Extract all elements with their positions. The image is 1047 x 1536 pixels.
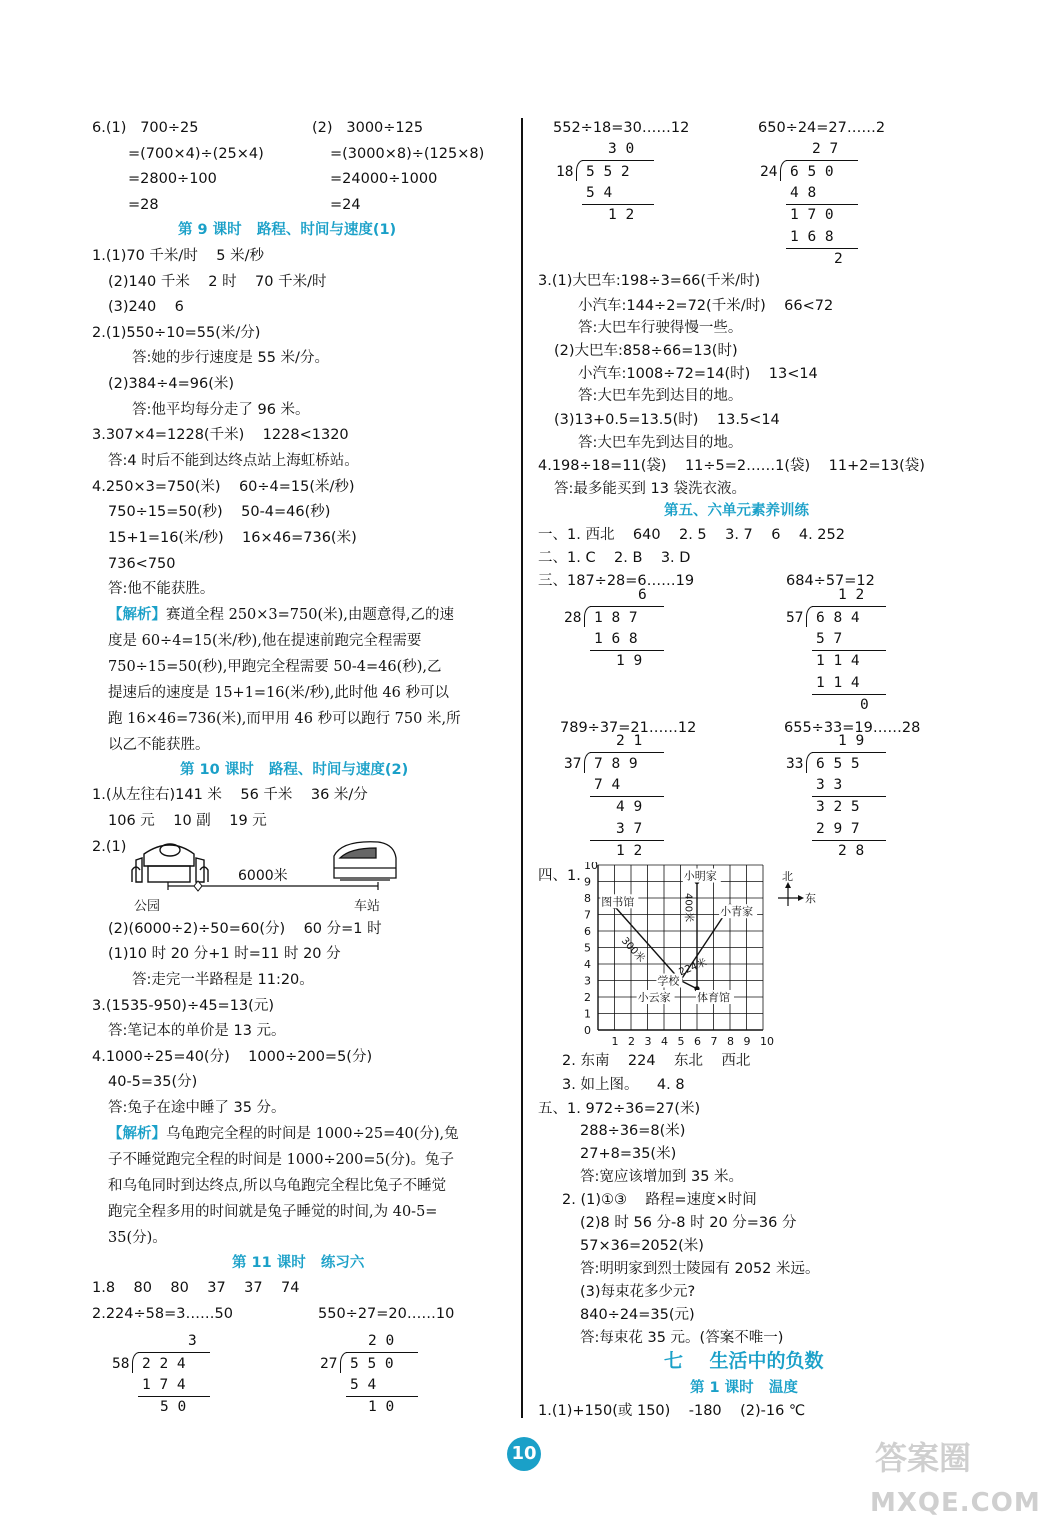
quotient: 2 0 <box>368 1333 395 1349</box>
q6-line3b: =24000÷1000 <box>330 171 438 187</box>
analysis-10-line <box>108 1127 459 1142</box>
s9-line: 3.307×4=1228(千米) 1228<1320 <box>92 427 349 443</box>
quotient: 1 2 <box>838 587 865 603</box>
x-tick-label: 4 <box>661 1035 668 1048</box>
remainder: 1 2 <box>616 843 643 859</box>
east-arrow-icon <box>798 895 804 901</box>
gym-label: 体育馆 <box>697 991 730 1004</box>
chapter7-lesson1-heading: 第 1 课时 温度 <box>690 1380 798 1396</box>
product: 5 4 <box>586 185 613 201</box>
dividend: 7 8 9 <box>594 756 638 772</box>
s3-line: 4.198÷18=11(袋) 11÷5=2……1(袋) 11+2=13(袋) <box>538 458 925 474</box>
s9-line: 答:他平均每分走了 96 米。 <box>132 402 310 418</box>
s10-line: 1.(从左往右)141 米 56 千米 36 米/分 <box>92 787 368 803</box>
divisor: 28 <box>564 610 582 626</box>
x-tick-label: 5 <box>677 1035 685 1048</box>
x-tick-label: 9 <box>743 1035 751 1048</box>
analysis-10-line: 子不睡觉跑完全程的时间是 1000÷200=5(分)。兔子 <box>108 1152 455 1168</box>
y-tick-label: 0 <box>584 1024 591 1037</box>
analysis-9-line: 750÷15=50(秒),甲跑完全程需要 50-4=46(秒),乙 <box>108 659 442 675</box>
x-tick-label: 10 <box>760 1035 774 1048</box>
product: 2 9 7 <box>816 821 860 837</box>
lesson11-heading: 第 11 课时 练习六 <box>232 1255 365 1271</box>
s11-eq-a: 2.224÷58=3……50 <box>92 1306 233 1322</box>
y-tick-label: 5 <box>584 941 591 955</box>
s9-line: 答:他不能获胜。 <box>108 581 215 597</box>
s11-eq-b: 550÷27=20……10 <box>318 1306 455 1322</box>
s4-line: 答:每束花 35 元。(答案不唯一) <box>580 1330 784 1346</box>
partial: 4 9 <box>616 799 643 815</box>
analysis-9-line: 跑 16×46=736(米),而甲用 46 秒可以跑行 750 米,所 <box>108 711 461 727</box>
s4-line: 27+8=35(米) <box>580 1146 677 1162</box>
divisor: 24 <box>760 164 778 180</box>
analysis-10-line: 跑完全程多用的时间就是兔子睡觉的时间,为 40-5= <box>108 1204 438 1220</box>
eq-650: 650÷24=27……2 <box>758 120 886 136</box>
s3-line: 答:大巴车先到达目的地。 <box>578 435 743 451</box>
chapter7-title: 七 生活中的负数 <box>664 1350 824 1372</box>
s56-line: 一、1. 西北 640 2. 5 3. 7 6 4. 252 <box>538 527 845 543</box>
s10-line: 40-5=35(分) <box>108 1074 198 1090</box>
dividend: 5 5 2 <box>586 164 630 180</box>
park-station-diagram <box>128 836 418 918</box>
s9-line: 2.(1)550÷10=55(米/分) <box>92 325 261 341</box>
partial: 1 1 4 <box>816 653 860 669</box>
y-tick-label: 6 <box>584 925 591 938</box>
x-tick-label: 8 <box>727 1035 734 1048</box>
s7-line: 1.(1)+150(或 150) -180 (2)-16 ℃ <box>538 1403 806 1419</box>
analysis-text: 乌龟跑完全程的时间是 1000÷25=40(分),兔 <box>166 1126 459 1142</box>
product: 1 1 4 <box>816 675 860 691</box>
column-divider <box>521 118 523 1418</box>
lesson10-heading: 第 10 课时 路程、时间与速度(2) <box>180 762 409 778</box>
remainder: 1 0 <box>368 1399 395 1415</box>
eq-684: 684÷57=12 <box>786 573 875 589</box>
divisor: 27 <box>320 1356 338 1372</box>
x-tick-label: 2 <box>628 1035 635 1048</box>
s9-line: 750÷15=50(秒) 50-4=46(秒) <box>108 504 331 520</box>
product: 4 8 <box>790 185 817 201</box>
s4-line: (3)每束花多少元? <box>580 1284 696 1300</box>
y-tick-label: 8 <box>584 892 591 905</box>
compass <box>772 870 818 910</box>
q6-line2a: =(700×4)÷(25×4) <box>128 146 264 162</box>
s10-line: 答:兔子在途中睡了 35 分。 <box>108 1100 286 1116</box>
s3-line: 小汽车:1008÷72=14(时) 13<14 <box>578 366 818 382</box>
distance-label: 6000米 <box>238 868 288 884</box>
remainder: 2 8 <box>838 843 865 859</box>
product: 1 6 8 <box>790 229 834 245</box>
remainder: 1 2 <box>608 207 635 223</box>
distance-400-label: 400米 <box>682 893 694 923</box>
s4-line: 2. (1)①③ 路程=速度×时间 <box>562 1192 757 1208</box>
quotient: 1 9 <box>838 733 865 749</box>
s9-line: 4.250×3=750(米) 60÷4=15(米/秒) <box>92 479 355 495</box>
s10-line: 106 元 10 副 19 元 <box>108 813 267 829</box>
park-label: 公园 <box>134 899 161 914</box>
quotient: 2 7 <box>812 141 839 157</box>
remainder: 2 <box>834 251 843 267</box>
eq-655: 655÷33=19……28 <box>784 720 921 736</box>
distance-224-label: 224米 <box>677 957 709 979</box>
analysis-tag: 【解析】 <box>108 606 166 623</box>
q6-line4b: =24 <box>330 197 361 213</box>
divisor: 18 <box>556 164 574 180</box>
s4-line: 3. 如上图。 4. 8 <box>562 1077 685 1093</box>
school-label: 学校 <box>657 974 680 988</box>
analysis-10-line: 35(分)。 <box>108 1230 167 1246</box>
s9-line: 答:4 时后不能到达终点站上海虹桥站。 <box>108 453 359 469</box>
s4-line: 2. 东南 224 东北 西北 <box>562 1053 751 1069</box>
x-tick-label: 7 <box>710 1035 718 1048</box>
watermark-logo: 答案圈 <box>875 1439 972 1477</box>
dividend: 6 5 0 <box>790 164 834 180</box>
s4-line: 五、1. 972÷36=27(米) <box>538 1101 701 1117</box>
analysis-text: 赛道全程 250×3=750(米),由题意得,乙的速 <box>166 607 455 623</box>
s3-line: (3)13+0.5=13.5(时) 13.5<14 <box>554 412 780 428</box>
divisor: 58 <box>112 1356 130 1372</box>
s10-line: (1)10 时 20 分+1 时=11 时 20 分 <box>108 946 341 962</box>
q4-label: 四、1. <box>538 868 581 884</box>
train-icon <box>334 842 396 880</box>
s3-line: 答:大巴车先到达目的地。 <box>578 388 743 404</box>
s9-line: (3)240 6 <box>108 299 184 315</box>
product: 7 4 <box>594 777 621 793</box>
distance-300-label: 300米 <box>618 935 647 965</box>
s4-line: 答:明明家到烈士陵园有 2052 米远。 <box>580 1261 820 1277</box>
eq-552: 552÷18=30……12 <box>553 120 690 136</box>
s3-line: 3.(1)大巴车:198÷3=66(千米/时) <box>538 273 761 289</box>
y-tick-label: 2 <box>584 991 591 1004</box>
product: 5 7 <box>816 631 843 647</box>
analysis-tag: 【解析】 <box>108 1125 166 1142</box>
analysis-9-line: 度是 60÷4=15(米/秒),他在提速前跑完全程需要 <box>108 633 422 649</box>
remainder: 0 <box>860 697 869 713</box>
unit56-heading: 第五、六单元素养训练 <box>664 503 809 519</box>
s9-line: 1.(1)70 千米/时 5 米/秒 <box>92 248 264 264</box>
x-tick-label: 6 <box>694 1035 701 1048</box>
s3-line: 答:最多能买到 13 袋洗衣液。 <box>554 481 747 497</box>
s3-line: 答:大巴车行驶得慢一些。 <box>578 320 743 336</box>
quotient: 2 1 <box>616 733 643 749</box>
s4-line: 288÷36=8(米) <box>580 1123 686 1139</box>
s10-line: 3.(1535-950)÷45=13(元) <box>92 998 274 1014</box>
y-tick-label: 9 <box>584 875 591 889</box>
page-number: 10 <box>507 1437 541 1471</box>
dividend: 5 5 0 <box>350 1356 394 1372</box>
quotient: 3 0 <box>608 141 635 157</box>
divisor: 33 <box>786 756 804 772</box>
s56-line: 二、1. C 2. B 3. D <box>538 550 691 566</box>
north-label: 北 <box>782 870 793 883</box>
remainder: 5 0 <box>160 1399 187 1415</box>
s4-line: (2)8 时 56 分-8 时 20 分=36 分 <box>580 1215 797 1231</box>
quotient: 6 <box>638 587 647 603</box>
y-tick-label: 10 <box>584 862 598 872</box>
s4-line: 答:宽应该增加到 35 米。 <box>580 1169 744 1185</box>
s3-line: (2)大巴车:858÷66=13(时) <box>554 343 738 359</box>
s11-line: 1.8 80 80 37 37 74 <box>92 1280 300 1296</box>
eq-187: 三、187÷28=6……19 <box>538 573 695 589</box>
x-tick-label: 1 <box>611 1035 619 1048</box>
s10-line: 答:走完一半路程是 11:20。 <box>132 972 314 988</box>
s10-line: 答:笔记本的单价是 13 元。 <box>108 1023 286 1039</box>
x-tick-label: 3 <box>644 1035 652 1048</box>
q6-line2b: =(3000×8)÷(125×8) <box>330 146 485 162</box>
divisor: 57 <box>786 610 804 626</box>
xiaoming-label: 小明家 <box>683 869 717 883</box>
remainder: 1 9 <box>616 653 643 669</box>
q6-line1b: (2) 3000÷125 <box>312 120 424 136</box>
s10-line: 4.1000÷25=40(分) 1000÷200=5(分) <box>92 1049 373 1065</box>
analysis-9-line: 提速后的速度是 15+1=16(米/秒),此时他 46 秒可以 <box>108 685 450 701</box>
partial: 3 2 5 <box>816 799 860 815</box>
watermark-url: MXQE.COM <box>870 1488 1041 1518</box>
s9-line: 736<750 <box>108 556 176 572</box>
dividend: 1 8 7 <box>594 610 638 626</box>
east-label: 东 <box>805 892 816 905</box>
product: 3 3 <box>816 777 843 793</box>
product: 1 6 8 <box>594 631 638 647</box>
s4-line: 57×36=2052(米) <box>580 1238 704 1254</box>
analysis-9-line: 以乙不能获胜。 <box>108 737 210 753</box>
dividend: 6 5 5 <box>816 756 860 772</box>
dividend: 6 8 4 <box>816 610 860 626</box>
analysis-9-line <box>108 608 454 623</box>
product: 3 7 <box>616 821 643 837</box>
xiaoqing-label: 小青家 <box>720 905 754 919</box>
s9-line: (2)384÷4=96(米) <box>108 376 235 392</box>
product: 1 7 4 <box>142 1377 186 1393</box>
dividend: 2 2 4 <box>142 1356 186 1372</box>
y-tick-label: 7 <box>584 908 591 922</box>
y-tick-label: 1 <box>584 1007 591 1021</box>
s10-line: 2.(1) <box>92 839 127 855</box>
divisor: 37 <box>564 756 582 772</box>
q6-line1a: 6.(1) 700÷25 <box>92 120 199 136</box>
s10-line: (2)(6000÷2)÷50=60(分) 60 分=1 时 <box>108 921 382 937</box>
y-tick-label: 4 <box>584 958 591 971</box>
s3-line: 小汽车:144÷2=72(千米/时) 66<72 <box>578 298 834 314</box>
s4-line: 840÷24=35(元) <box>580 1307 695 1323</box>
analysis-10-line: 和乌龟同时到达终点,所以乌龟跑完全程比兔子不睡觉 <box>108 1178 447 1194</box>
s9-line: 15+1=16(米/秒) 16×46=736(米) <box>108 530 357 546</box>
eq-789: 789÷37=21……12 <box>560 720 697 736</box>
s9-line: 答:她的步行速度是 55 米/分。 <box>132 350 329 366</box>
library-label: 图书馆 <box>601 895 635 909</box>
y-tick-label: 3 <box>584 974 591 988</box>
quotient: 3 <box>188 1333 197 1349</box>
lesson9-heading: 第 9 课时 路程、时间与速度(1) <box>178 222 397 238</box>
route-line <box>681 981 698 989</box>
park-gate-icon <box>132 844 208 882</box>
s9-line: (2)140 千米 2 时 70 千米/时 <box>108 274 327 290</box>
q6-line4a: =28 <box>128 197 159 213</box>
q6-line3a: =2800÷100 <box>128 171 217 187</box>
partial: 1 7 0 <box>790 207 834 223</box>
xiaoyun-label: 小云家 <box>637 991 671 1004</box>
station-label: 车站 <box>354 899 381 914</box>
product: 5 4 <box>350 1377 377 1393</box>
